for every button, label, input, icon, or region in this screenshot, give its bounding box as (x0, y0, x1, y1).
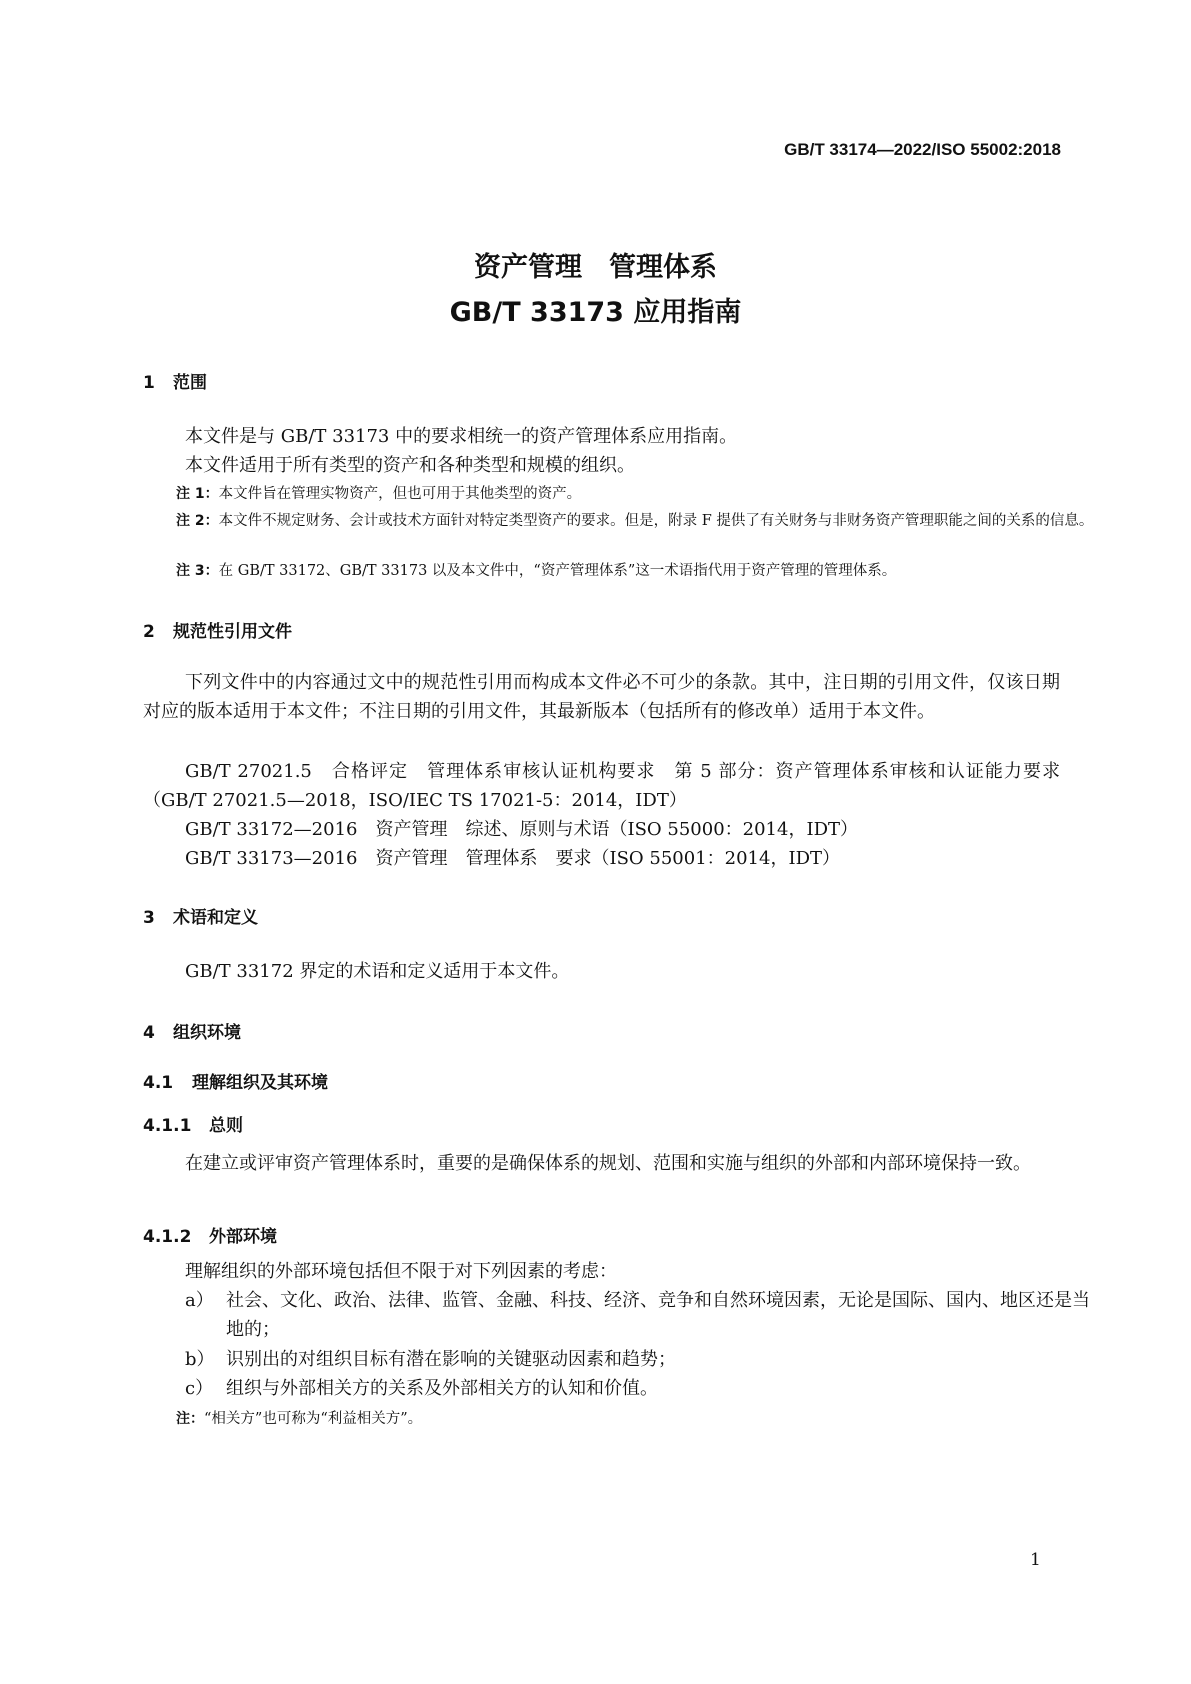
section-4-1-1-heading: 4.1.1 总则 (143, 1116, 243, 1136)
section-4-heading: 4 组织环境 (143, 1023, 241, 1043)
section-2-para-1: 下列文件中的内容通过文中的规范性引用而构成本文件必不可少的条款。其中，注日期的引用文件，仅该日期对应的版本适用于本文件；不注日期的引用文件，其最新版本（包括所有的修改单）适用于本文件。 (143, 672, 1060, 722)
document-title-line1: 资产管理 管理体系 (474, 252, 717, 283)
standard-code: GB/T 33174—2022/ISO 55002:2018 (784, 140, 1061, 159)
section-1-note-3: 注 3：在 GB/T 33172、GB/T 33173 以及本文件中，“资产管理体系”这一术语指代用于资产管理的管理体系。 (176, 563, 897, 579)
document-title-line2: GB/T 33173 应用指南 (449, 297, 742, 328)
section-4-1-2-intro: 理解组织的外部环境包括但不限于对下列因素的考虑： (185, 1261, 617, 1282)
section-1-para-1: 本文件是与 GB/T 33173 中的要求相统一的资产管理体系应用指南。 (185, 426, 738, 447)
section-1-heading: 1 范围 (143, 373, 207, 393)
section-2-ref-1: GB/T 27021.5 合格评定 管理体系审核认证机构要求 第 5 部分：资产管理体系审核和认证能力要求（GB/T 27021.5—2018，ISO/IEC TS 17021-5：2014，IDT） (143, 761, 1060, 811)
list-item: c） 组织与外部相关方的关系及外部相关方的认知和价值。 (185, 1378, 658, 1399)
list-item: a） 社会、文化、政治、法律、监管、金融、科技、经济、竞争和自然环境因素，无论是国际、国内、地区还是当地的； (185, 1290, 1090, 1340)
section-3-heading: 3 术语和定义 (143, 908, 258, 928)
section-3-para-1: GB/T 33172 界定的术语和定义适用于本文件。 (185, 961, 570, 982)
section-4-1-1-para: 在建立或评审资产管理体系时，重要的是确保体系的规划、范围和实施与组织的外部和内部环境保持一致。 (185, 1153, 1031, 1174)
list-item: b） 识别出的对组织目标有潜在影响的关键驱动因素和趋势； (185, 1349, 676, 1370)
section-4-1-2-heading: 4.1.2 外部环境 (143, 1227, 277, 1247)
section-4-1-heading: 4.1 理解组织及其环境 (143, 1073, 328, 1093)
section-2-heading: 2 规范性引用文件 (143, 622, 292, 642)
section-2-ref-2: GB/T 33172—2016 资产管理 综述、原则与术语（ISO 55000：2014，IDT） (185, 819, 859, 840)
section-1-para-2: 本文件适用于所有类型的资产和各种类型和规模的组织。 (185, 455, 635, 476)
section-1-note-1: 注 1：本文件旨在管理实物资产，但也可用于其他类型的资产。 (176, 486, 582, 502)
section-1-note-2: 注 2：本文件不规定财务、会计或技术方面针对特定类型资产的要求。但是，附录 F 提供了有关财务与非财务资产管理职能之间的关系的信息。 (176, 513, 1094, 529)
page-number: 1 (1030, 1550, 1041, 1570)
section-4-1-2-note: 注：“相关方”也可称为“利益相关方”。 (176, 1411, 423, 1427)
section-2-ref-3: GB/T 33173—2016 资产管理 管理体系 要求（ISO 55001：2014，IDT） (185, 848, 841, 869)
